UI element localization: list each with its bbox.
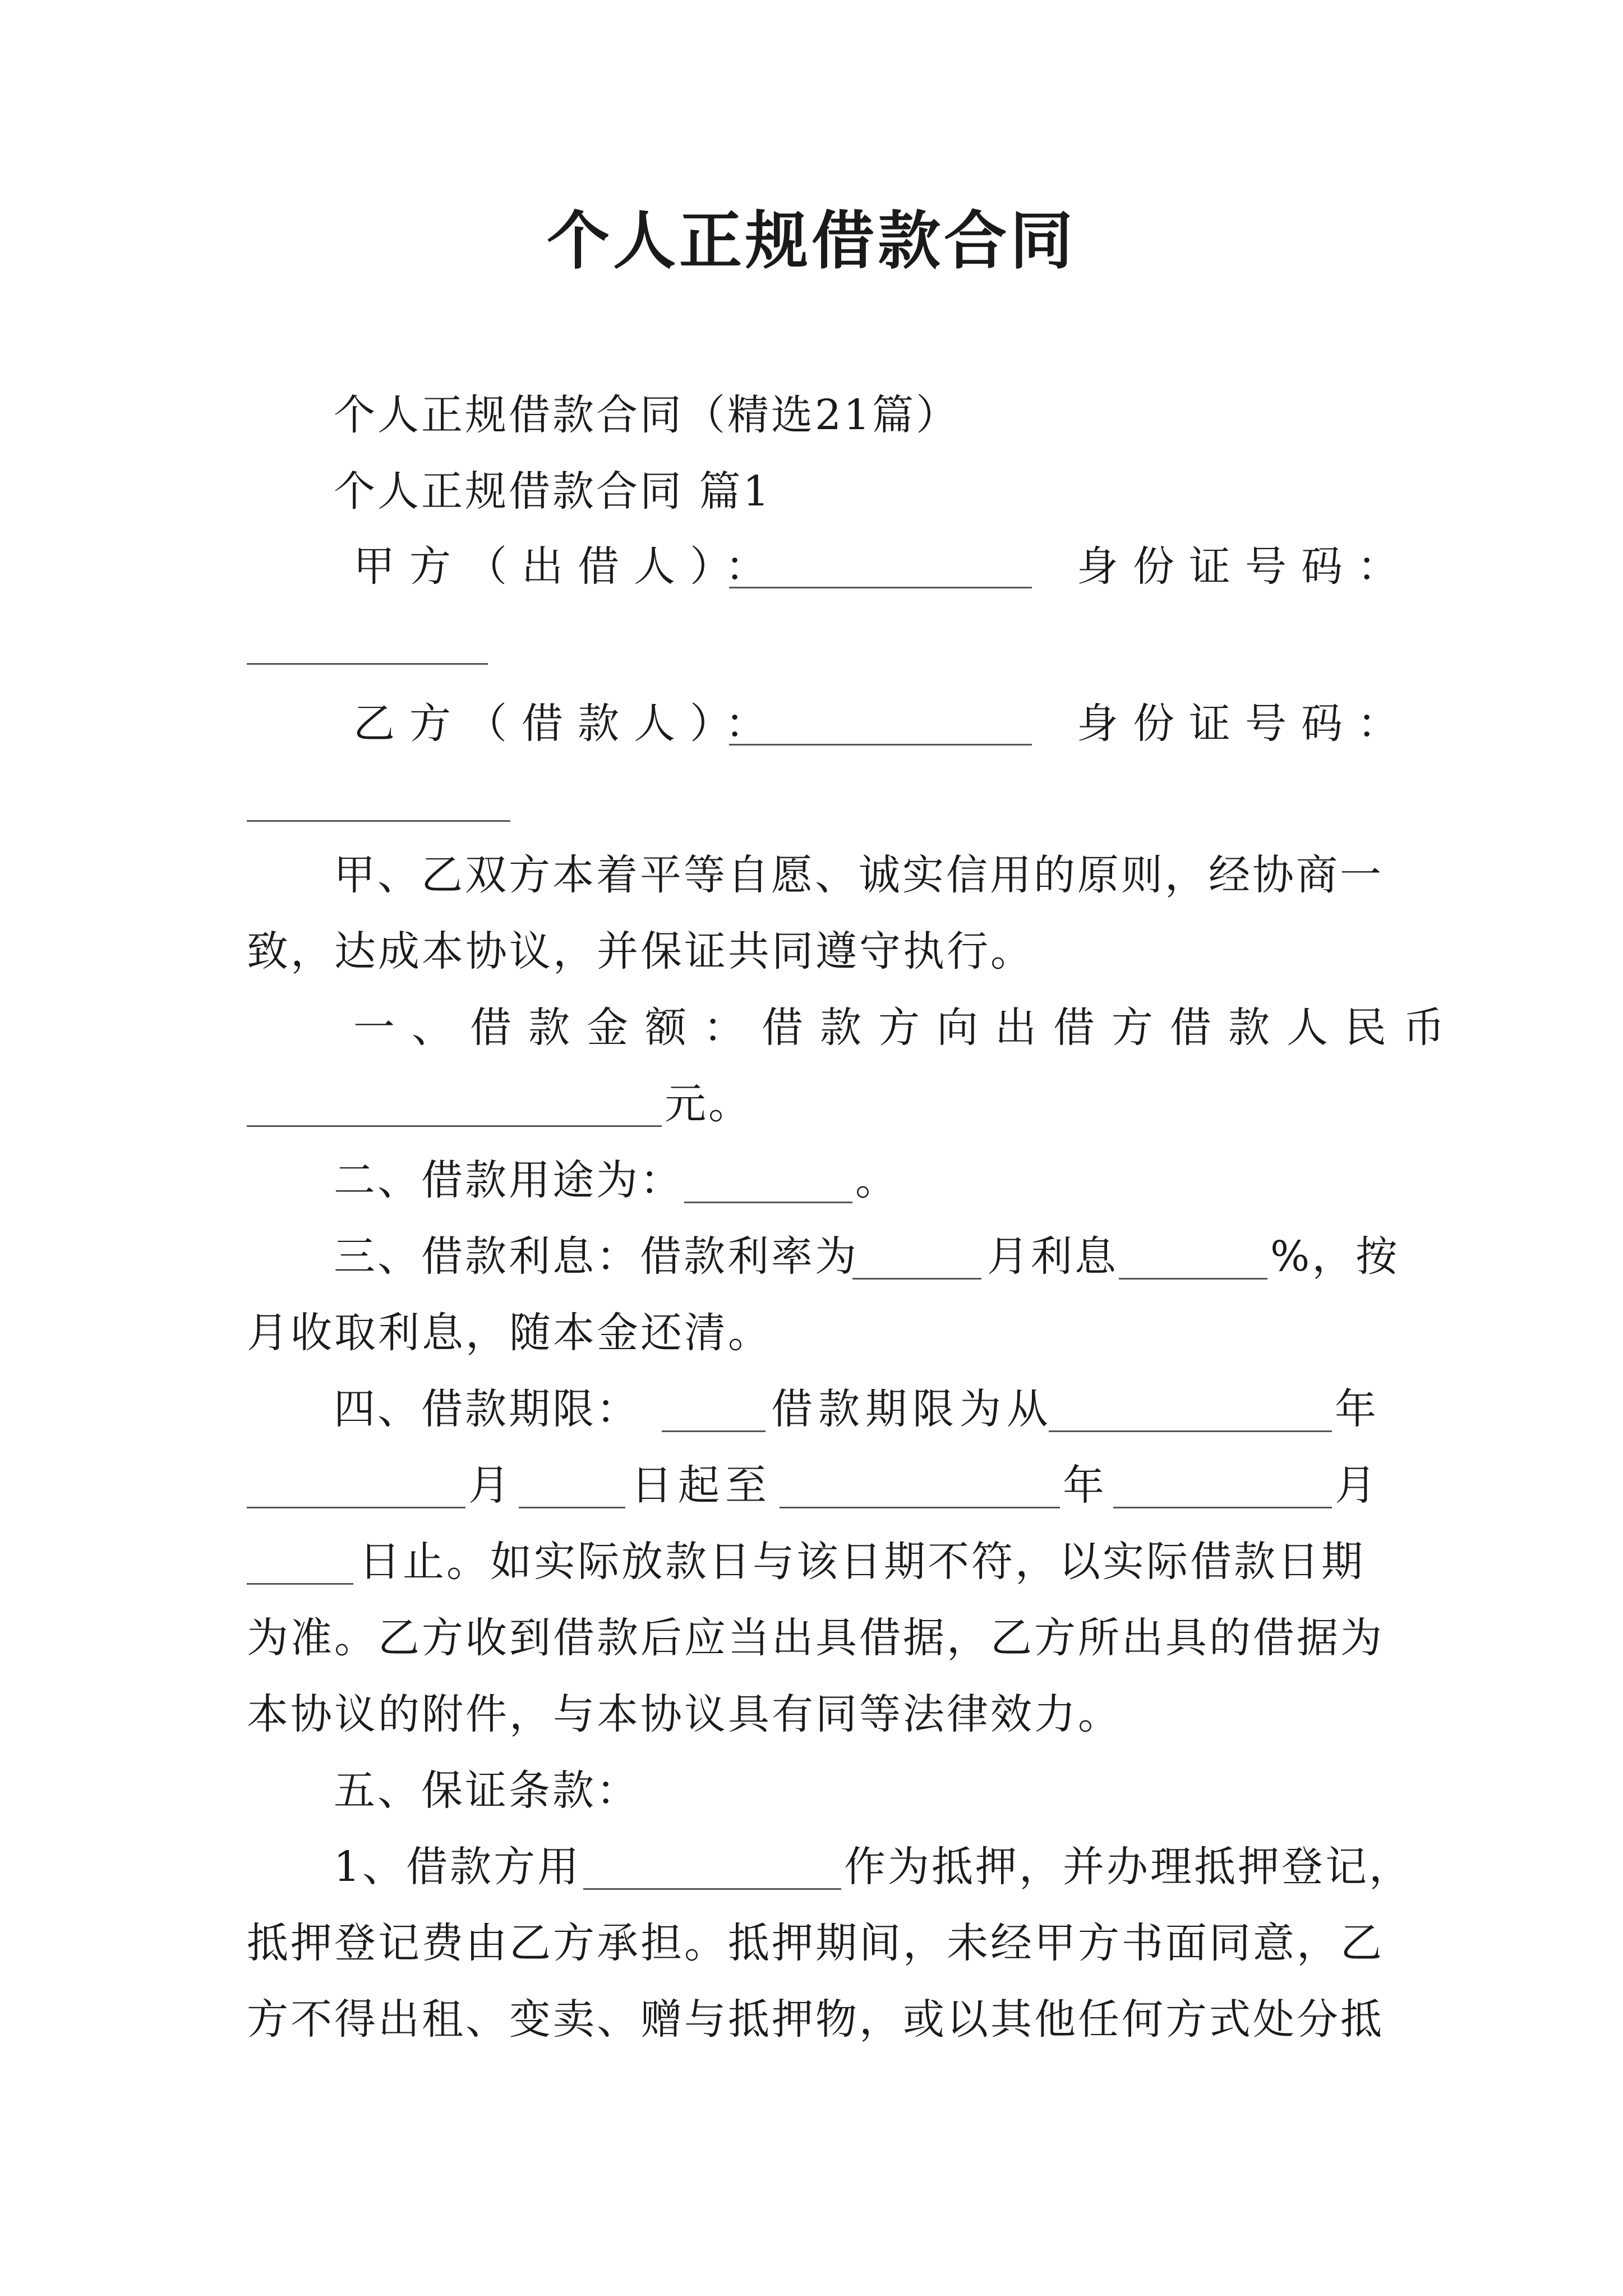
interest-percent: %，按	[1270, 1232, 1400, 1281]
section-2-purpose: 二、借款用途为：	[334, 1156, 684, 1204]
subtitle: 个人正规借款合同（精选21篇）	[334, 391, 960, 439]
party-a-name-blank	[729, 586, 1032, 588]
start-year-unit: 年	[1335, 1385, 1378, 1433]
clause-5-1-line-3: 方不得出租、变卖、赠与抵押物，或以其他任何方式处分抵	[247, 1995, 1384, 2044]
start-year-blank	[1049, 1429, 1332, 1432]
end-month-blank	[1113, 1506, 1332, 1508]
party-a-id-label: 身份证号码：	[1077, 542, 1413, 591]
party-b-name-blank	[729, 743, 1032, 746]
monthly-interest-label: 月利息	[987, 1232, 1118, 1281]
party-a-id-blank	[247, 662, 488, 665]
clause-5-1-line-2: 抵押登记费由乙方承担。抵押期间，未经甲方书面同意，乙	[247, 1919, 1384, 1967]
section-4-line-4: 为准。乙方收到借款后应当出具借据，乙方所出具的借据为	[247, 1614, 1384, 1662]
party-a-label: 甲方（出借人）：	[353, 542, 781, 591]
end-day-blank	[247, 1582, 353, 1585]
section-3-line-2: 月收取利息，随本金还清。	[247, 1309, 772, 1357]
start-month-unit: 月	[468, 1461, 512, 1510]
clause-5-1-end: 作为抵押，并办理抵押登记，	[844, 1843, 1413, 1891]
amount-blank	[247, 1124, 662, 1127]
party-b-label: 乙方（借款人）：	[353, 700, 781, 748]
start-day-blank	[519, 1506, 625, 1508]
purpose-blank	[684, 1200, 852, 1203]
section-4-line-3: 日止。如实际放款日与该日期不符，以实际借款日期	[359, 1538, 1365, 1586]
end-year-blank	[780, 1506, 1060, 1508]
purpose-end: 。	[855, 1156, 899, 1204]
start-month-blank	[247, 1506, 465, 1508]
term-from-label: 借款期限为从	[771, 1385, 1054, 1433]
section-4-term: 四、借款期限：	[334, 1385, 640, 1433]
section-4-line-5: 本协议的附件，与本协议具有同等法律效力。	[247, 1690, 1122, 1738]
section-5-guarantee: 五、保证条款：	[334, 1766, 640, 1815]
section-3-interest: 三、借款利息：借款利率为	[334, 1232, 859, 1281]
end-year-unit: 年	[1063, 1461, 1106, 1510]
section-1-amount: 一、借款金额：借款方向出借方借款人民币	[353, 1004, 1461, 1052]
party-b-id-label: 身份证号码：	[1077, 700, 1413, 748]
party-b-id-blank	[247, 819, 510, 822]
end-month-unit: 月	[1335, 1461, 1378, 1510]
amount-unit: 元。	[665, 1080, 752, 1128]
collateral-blank	[583, 1887, 841, 1890]
term-blank	[662, 1429, 766, 1432]
clause-5-1-start: 1、借款方用	[334, 1843, 582, 1891]
intro-line-2: 致，达成本协议，并保证共同遵守执行。	[247, 927, 1034, 976]
monthly-interest-blank	[1119, 1277, 1267, 1280]
intro-line-1: 甲、乙双方本着平等自愿、诚实信用的原则，经协商一	[334, 851, 1384, 899]
chapter-heading: 个人正规借款合同 篇1	[334, 467, 772, 516]
document-title: 个人正规借款合同	[547, 204, 1076, 278]
interest-rate-blank	[852, 1277, 981, 1280]
start-day-to-label: 日起至	[631, 1461, 772, 1510]
